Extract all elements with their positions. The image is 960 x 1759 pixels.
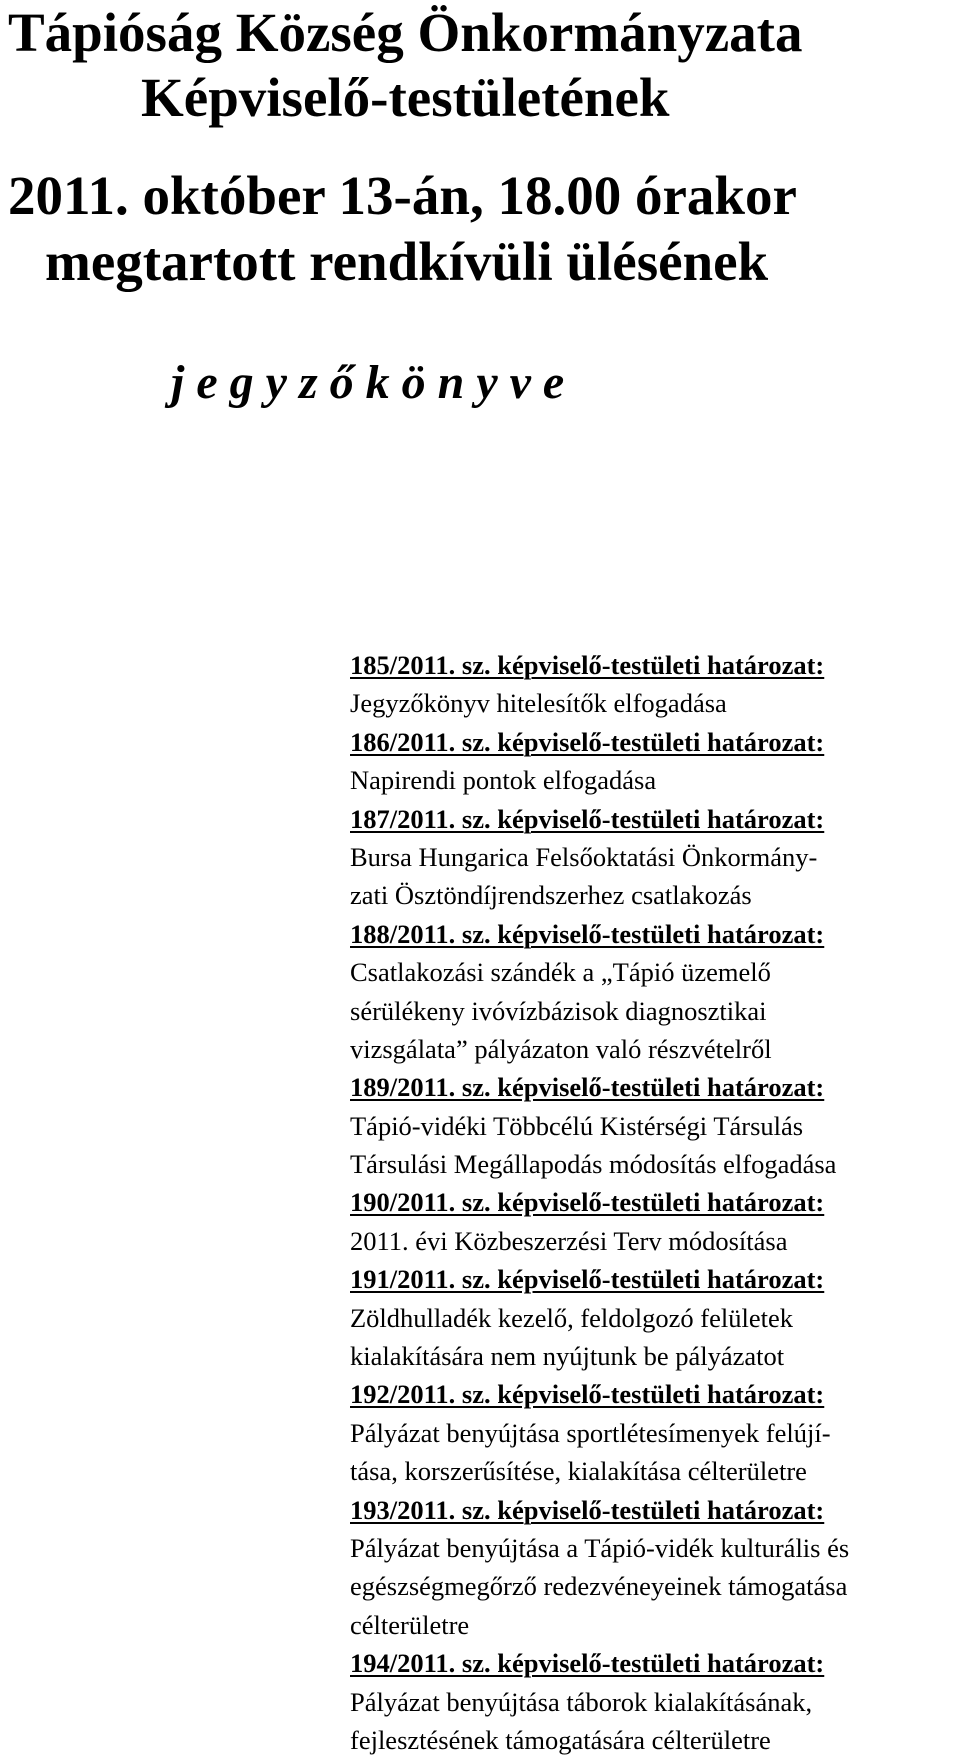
resolution-item bbox=[350, 1260, 956, 1375]
resolution-item bbox=[350, 1183, 956, 1260]
resolution-subject-line: kialakítására nem nyújtunk be pályázatot bbox=[350, 1341, 785, 1372]
document-type-heading: j e g y z ő k ö n y v e bbox=[171, 356, 565, 409]
resolution-heading: 192/2011. sz. képviselő-testületi határozat: bbox=[350, 1379, 825, 1410]
resolution-heading: 186/2011. sz. képviselő-testületi határozat: bbox=[350, 726, 825, 757]
resolution-subject-line: Társulási Megállapodás módosítás elfogadása bbox=[350, 1149, 837, 1180]
resolution-subject-line: Bursa Hungarica Felsőoktatási Önkormány- bbox=[350, 841, 818, 872]
council-name: Tápióság Község Önkormányzata bbox=[8, 2, 803, 63]
resolution-subject-line: Pályázat benyújtása a Tápió-vidék kulturális és bbox=[350, 1532, 850, 1563]
resolution-subject-line: Pályázat benyújtása sportlétesímenyek felújí- bbox=[350, 1417, 831, 1448]
resolution-heading: 188/2011. sz. képviselő-testületi határozat: bbox=[350, 918, 825, 949]
resolution-subject-line: 2011. évi Közbeszerzési Terv módosítása bbox=[350, 1225, 788, 1256]
resolution-subject-line: Napirendi pontok elfogadása bbox=[350, 765, 657, 796]
resolution-heading: 189/2011. sz. képviselő-testületi határozat: bbox=[350, 1072, 825, 1103]
resolution-item bbox=[350, 723, 956, 800]
resolution-subject-line: Tápió-vidéki Többcélú Kistérségi Társulás bbox=[350, 1110, 804, 1141]
resolution-item bbox=[350, 1068, 956, 1183]
resolution-item bbox=[350, 1491, 956, 1645]
resolution-subject-line: tása, korszerűsítése, kialakítása célterületre bbox=[350, 1456, 807, 1487]
resolution-item bbox=[350, 915, 956, 1069]
resolution-subject-line: célterületre bbox=[350, 1609, 470, 1640]
council-body: Képviselő-testületének bbox=[141, 67, 670, 128]
resolution-subject-line: vizsgálata” pályázaton való részvételről bbox=[350, 1033, 772, 1064]
resolution-subject-line: sérülékeny ivóvízbázisok diagnosztikai bbox=[350, 995, 767, 1026]
resolution-subject-line: egészségmegőrző redezvéneyeinek támogatása bbox=[350, 1571, 848, 1602]
resolution-subject-line: Zöldhulladék kezelő, feldolgozó felületek bbox=[350, 1302, 793, 1333]
resolution-item bbox=[350, 1644, 956, 1759]
resolution-heading: 190/2011. sz. képviselő-testületi határozat: bbox=[350, 1187, 825, 1218]
meeting-date: 2011. október 13-án, 18.00 órakor bbox=[8, 165, 797, 226]
resolution-subject-line: Pályázat benyújtása táborok kialakításának, bbox=[350, 1686, 813, 1717]
resolution-item bbox=[350, 1375, 956, 1490]
resolution-list bbox=[350, 646, 956, 1759]
resolution-heading: 185/2011. sz. képviselő-testületi határozat: bbox=[350, 650, 825, 680]
resolution-subject-line: Jegyzőkönyv hitelesítők elfogadása bbox=[350, 688, 727, 719]
resolution-subject-line: zati Ösztöndíjrendszerhez csatlakozás bbox=[350, 880, 752, 911]
resolution-heading: 191/2011. sz. képviselő-testületi határozat: bbox=[350, 1264, 825, 1295]
resolution-subject-line: Csatlakozási szándék a „Tápió üzemelő bbox=[350, 957, 771, 988]
resolution-item bbox=[350, 800, 956, 915]
resolution-subject-line: fejlesztésének támogatására célterületre bbox=[350, 1724, 771, 1755]
resolution-heading: 194/2011. sz. képviselő-testületi határozat: bbox=[350, 1648, 825, 1679]
resolution-item bbox=[350, 646, 956, 723]
meeting-type: megtartott rendkívüli ülésének bbox=[45, 231, 769, 292]
resolution-heading: 187/2011. sz. képviselő-testületi határozat: bbox=[350, 803, 825, 834]
resolution-heading: 193/2011. sz. képviselő-testületi határozat: bbox=[350, 1494, 825, 1525]
